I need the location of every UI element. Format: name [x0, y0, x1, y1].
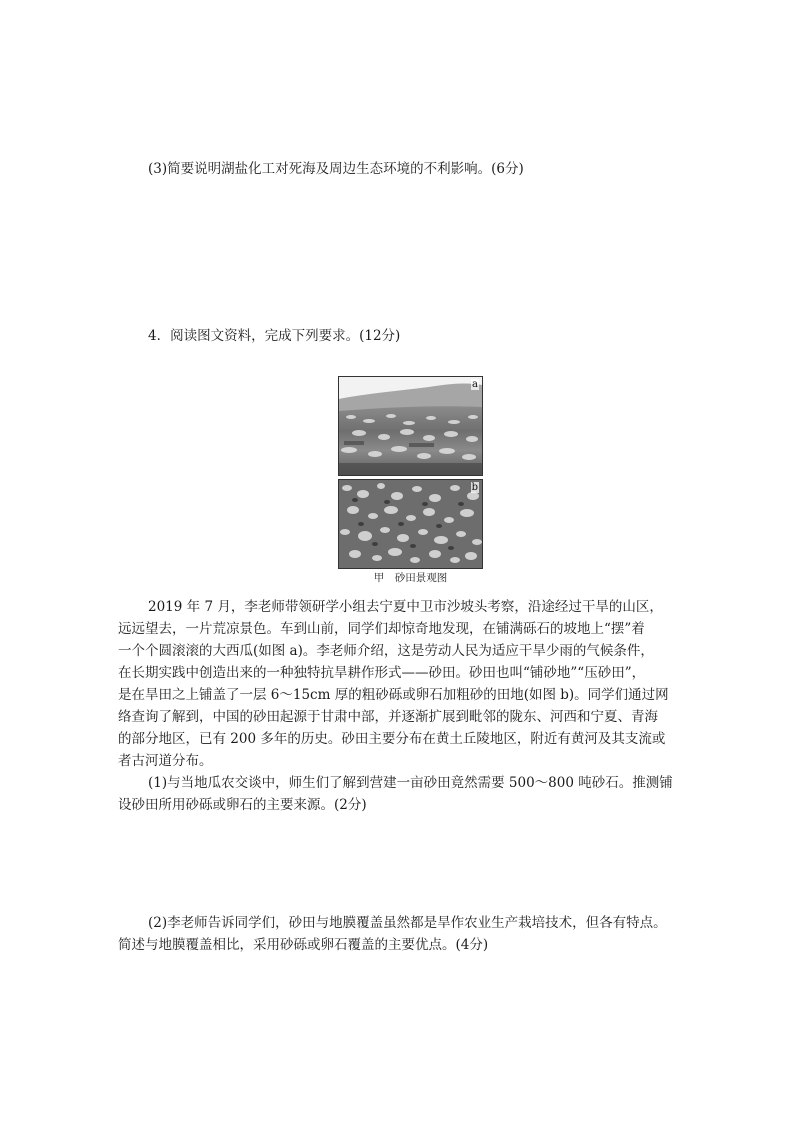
sand-field-figure: [338, 376, 483, 569]
figure-caption: 甲 砂田景观图: [373, 572, 448, 584]
figure-label-a: a: [472, 379, 478, 390]
hillside-watermelon-photo: [339, 377, 482, 475]
question-3-text: (3)简要说明湖盐化工对死海及周边生态环境的不利影响。(6分): [148, 161, 524, 177]
figure-panel-a-image: [338, 376, 483, 476]
sub-question-2-line: 简述与地膜覆盖相比，采用砂砾或卵石覆盖的主要优点。(4分): [118, 937, 489, 953]
sub-question-1-line: 设砂田所用砂砾或卵石的主要来源。(2分): [118, 797, 367, 813]
gravel-cover-photo: [339, 480, 482, 568]
passage-line: 在长期实践中创造出来的一种独特抗旱耕作形式——砂田。砂田也叫“铺砂地”“压砂田”，: [118, 665, 646, 681]
figure-panel-b-image: [338, 479, 483, 569]
passage-line: 络查询了解到，中国的砂田起源于甘肃中部，并逐渐扩展到毗邻的陇东、河西和宁夏、青海: [118, 709, 658, 725]
passage-line: 者古河道分布。: [118, 753, 213, 769]
figure-label-b: b: [471, 482, 478, 493]
passage-line: 2019 年 7 月，李老师带领研学小组去宁夏中卫市沙坡头考察，沿途经过干旱的山区，: [148, 599, 663, 615]
passage-line: 一个个圆滚滚的大西瓜(如图 a)。李老师介绍，这是劳动人民为适应干旱少雨的气候条件，: [118, 643, 654, 659]
passage-line: 远远望去，一片荒凉景色。车到山前，同学们却惊奇地发现，在铺满砾石的坡地上“摆”着: [118, 621, 645, 637]
question-4-heading: 4．阅读图文资料，完成下列要求。(12分): [148, 328, 401, 344]
sub-question-2-line: (2)李老师告诉同学们，砂田与地膜覆盖虽然都是旱作农业生产栽培技术，但各有特点。: [148, 915, 667, 931]
sub-question-1-line: (1)与当地瓜农交谈中，师生们了解到营建一亩砂田竟然需要 500～800 吨砂石。推测铺: [148, 775, 673, 791]
passage-line: 的部分地区，已有 200 多年的历史。砂田主要分布在黄土丘陵地区，附近有黄河及其支流或: [118, 731, 666, 747]
passage-line: 是在旱田之上铺盖了一层 6～15cm 厚的粗砂砾或卵石加粗砂的田地(如图 b)。同学们通过网: [118, 687, 669, 703]
